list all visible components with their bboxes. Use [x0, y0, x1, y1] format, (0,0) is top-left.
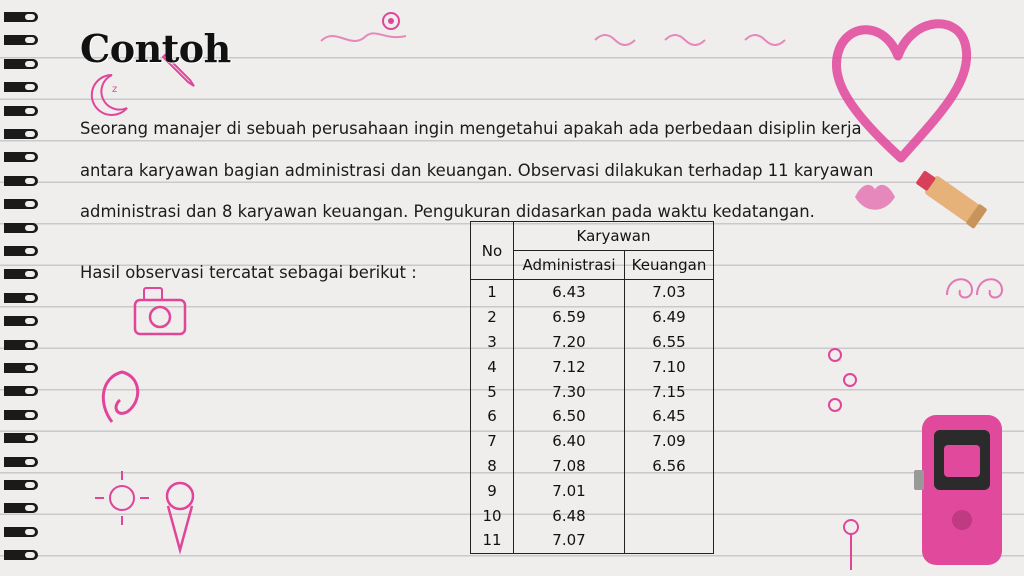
observation-intro: Hasil observasi tercatat sebagai berikut :: [80, 263, 417, 282]
cell-administrasi: 7.07: [514, 528, 625, 553]
lipstick-icon: [905, 160, 1005, 240]
table-row: [471, 454, 714, 479]
table-row: [471, 429, 714, 454]
swirl-icon: [942, 270, 1012, 310]
table-row: [471, 280, 714, 305]
cell-keuangan: [625, 528, 714, 553]
table-row: [471, 404, 714, 429]
cell-no: 11: [471, 528, 514, 553]
cell-administrasi: 7.08: [514, 454, 625, 479]
table-row: [471, 478, 714, 503]
table-header-row: [471, 222, 714, 251]
table-row: [471, 305, 714, 330]
binding-ring-icon: [4, 316, 38, 326]
column-header-administrasi: Administrasi: [514, 251, 625, 280]
flower-icon: [826, 512, 876, 572]
binding-ring-icon: [4, 59, 38, 69]
table-row: [471, 330, 714, 355]
binding-ring-icon: [4, 199, 38, 209]
svg-text:z: z: [112, 84, 118, 95]
binding-ring-icon: [4, 293, 38, 303]
cell-administrasi: 6.43: [514, 280, 625, 305]
camera-icon: [130, 282, 190, 342]
binding-ring-icon: [4, 176, 38, 186]
problem-description: Seorang manajer di sebuah perusahaan ingin mengetahui apakah ada perbedaan disiplin kerja antara karyawan bagian administrasi dan keuangan. Observasi dilakukan terhadap 11 karyawan administrasi dan 8 karyawan keuangan. Pengukuran didasarkan pada waktu kedatangan.: [80, 119, 874, 221]
binding-ring-icon: [4, 82, 38, 92]
cell-keuangan: 6.55: [625, 330, 714, 355]
cell-administrasi: 6.48: [514, 503, 625, 528]
cell-no: 1: [471, 280, 514, 305]
cell-no: 5: [471, 379, 514, 404]
swirl-icon: [590, 28, 810, 52]
table-row: [471, 528, 714, 553]
cell-keuangan: 7.10: [625, 354, 714, 379]
binding-ring-icon: [4, 340, 38, 350]
cell-no: 4: [471, 354, 514, 379]
binding-ring-icon: [4, 503, 38, 513]
binding-ring-icon: [4, 527, 38, 537]
binding-ring-icon: [4, 246, 38, 256]
cell-no: 3: [471, 330, 514, 355]
column-header-no: No: [471, 222, 514, 280]
sun-icon: [92, 468, 152, 528]
cell-administrasi: 7.12: [514, 354, 625, 379]
binding-ring-icon: [4, 152, 38, 162]
binding-ring-icon: [4, 457, 38, 467]
cell-no: 7: [471, 429, 514, 454]
binding-ring-icon: [4, 269, 38, 279]
flower-icon: [92, 362, 152, 432]
cell-administrasi: 7.30: [514, 379, 625, 404]
cell-keuangan: 6.49: [625, 305, 714, 330]
binding-ring-icon: [4, 386, 38, 396]
cell-no: 6: [471, 404, 514, 429]
slide-title: Contoh: [80, 26, 231, 71]
cell-administrasi: 7.20: [514, 330, 625, 355]
swirl-icon: [820, 340, 870, 420]
binding-ring-icon: [4, 35, 38, 45]
cell-administrasi: 6.59: [514, 305, 625, 330]
binding-ring-icon: [4, 433, 38, 443]
cell-keuangan: 6.45: [625, 404, 714, 429]
table-row: [471, 379, 714, 404]
cell-administrasi: 6.50: [514, 404, 625, 429]
column-header-keuangan: Keuangan: [625, 251, 714, 280]
column-group-header-karyawan: Karyawan: [514, 222, 714, 251]
cell-no: 2: [471, 305, 514, 330]
cell-keuangan: 7.03: [625, 280, 714, 305]
table-row: [471, 354, 714, 379]
cell-no: 9: [471, 478, 514, 503]
binding-ring-icon: [4, 550, 38, 560]
notebook-binding-icon: [0, 0, 46, 576]
cell-no: 8: [471, 454, 514, 479]
binding-ring-icon: [4, 106, 38, 116]
table-body: [471, 280, 714, 554]
flower-icon: [316, 6, 416, 56]
cell-keuangan: 7.15: [625, 379, 714, 404]
cell-keuangan: 6.56: [625, 454, 714, 479]
cell-no: 10: [471, 503, 514, 528]
binding-ring-icon: [4, 129, 38, 139]
cell-administrasi: 7.01: [514, 478, 625, 503]
observation-table: [470, 221, 714, 554]
binding-ring-icon: [4, 223, 38, 233]
binding-ring-icon: [4, 410, 38, 420]
cell-keuangan: [625, 478, 714, 503]
ice-cream-icon: [160, 478, 200, 558]
binding-ring-icon: [4, 480, 38, 490]
cell-keuangan: 7.09: [625, 429, 714, 454]
cell-keuangan: [625, 503, 714, 528]
binding-ring-icon: [4, 363, 38, 373]
cell-administrasi: 6.40: [514, 429, 625, 454]
mobile-phone-icon: [912, 410, 1012, 570]
binding-ring-icon: [4, 12, 38, 22]
table-row: [471, 503, 714, 528]
